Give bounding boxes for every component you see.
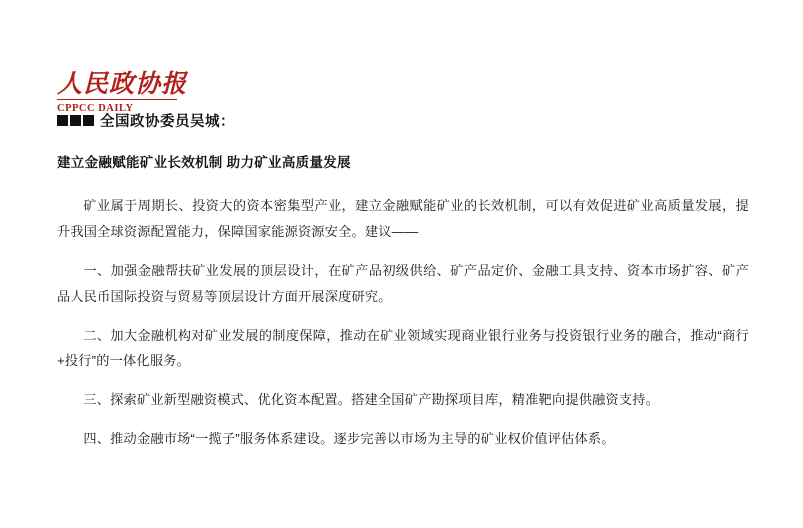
article-body [57, 110, 749, 465]
masthead-title: 人民政协报 [57, 71, 188, 98]
article-byline [57, 110, 749, 131]
masthead-subtitle: CPPCC DAILY [57, 103, 134, 114]
article-paragraph: 三、探索矿业新型融资模式、优化资本配置。搭建全国矿产勘探项目库，精准靶向提供融资支持。 [83, 392, 660, 408]
article-paragraph: 一、加强金融帮扶矿业发展的顶层设计，在矿产品初级供给、矿产品定价、金融工具支持、资本市场扩容、矿产品人民币国际投资与贸易等顶层设计方面开展深度研究。 [57, 262, 749, 304]
masthead-divider [57, 99, 177, 100]
article-paragraph: 四、推动金融市场“一揽子”服务体系建设。逐步完善以市场为主导的矿业权价值评估体系。 [83, 431, 615, 447]
article-headline: 建立金融赋能矿业长效机制 助力矿业高质量发展 [57, 155, 351, 170]
article-paragraph: 二、加大金融机构对矿业发展的制度保障，推动在矿业领域实现商业银行业务与投资银行业务的融合，推动“商行+投行”的一体化服务。 [57, 327, 749, 369]
byline-text: 全国政协委员吴城： [100, 114, 235, 130]
bullet-squares-icon [57, 115, 94, 126]
article-paragraph: 矿业属于周期长、投资大的资本密集型产业，建立金融赋能矿业的长效机制，可以有效促进矿业高质量发展，提升我国全球资源配置能力，保障国家能源资源安全。建议—— [57, 198, 749, 239]
masthead [57, 71, 188, 114]
